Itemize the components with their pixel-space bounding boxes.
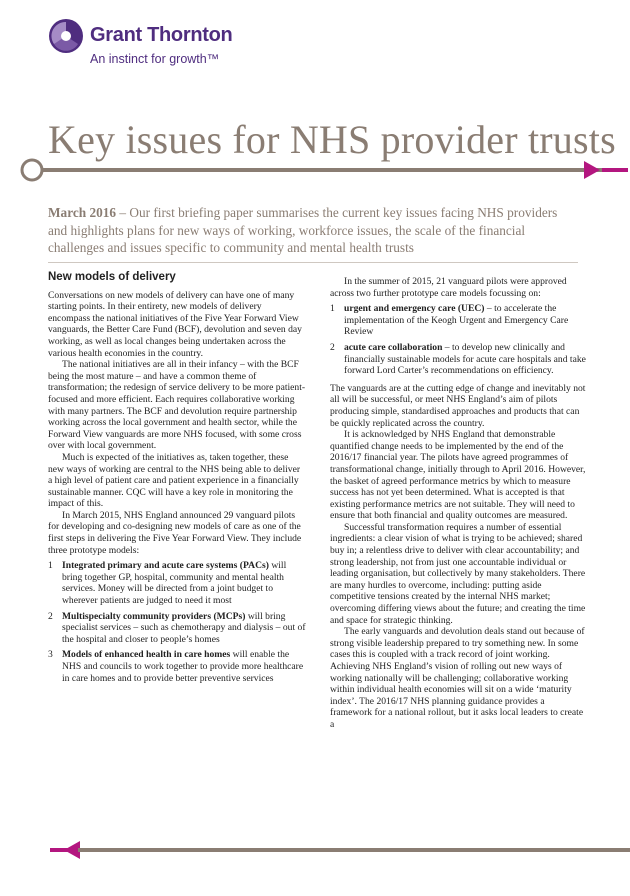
- arrow-right-icon: [584, 161, 600, 179]
- intro-summary: [48, 204, 578, 257]
- list-item: 2 acute care collaboration – to develop new clinically and financially sustainable models for acute care hospitals and take forward Lord Carter’s recommendations on efficiency.: [330, 341, 586, 377]
- list-item: 3 Models of enhanced health in care homes will enable the NHS and councils to work together to provide more healthcare in care homes and to provide better preventive services: [48, 649, 304, 684]
- grant-thornton-logo[interactable]: [48, 18, 278, 78]
- paragraph: Much is expected of the initiatives as, taken together, these new ways of working are central to the NHS being able to deliver a high level of patient care and patient experience in a financially sustainable manner. CQC will have a key role in monitoring the impact of this.: [48, 451, 301, 510]
- paragraph: The national initiatives are all in their infancy – with the BCF being the most mature – and have a common theme of transformation; the redesign of service delivery to be more patient-focused and more efficient. Each requires collaborative working with many partners. The BCF and devolution require partnership working across the local government and health sector, while the Forward View vanguards are more NHS focused, with some cross over with local government.: [48, 359, 306, 452]
- brand-tagline: An instinct for growth™: [90, 52, 220, 66]
- page-title: Key issues for NHS provider trusts: [48, 117, 616, 162]
- header-arrow-rule: [16, 158, 628, 182]
- paragraph: It is acknowledged by NHS England that demonstrable quantified change needs to be implemented by the end of the 2016/17 financial year. The pilots have agreed programmes of transformational change, initially through to April 2016. However, the basket of agreed performance metrics by which to measure success has not yet been determined. What is accepted is that existing performance metrics are not suitable. They will need to ensure that both financial and quality outcomes are measured.: [330, 429, 586, 522]
- paragraph: The early vanguards and devolution deals stand out because of strong visible leadership prepared to try something new. In some cases this is coupled with a track record of joint working. Achieving NHS England’s vision of rolling out new ways of working nationally will be challenging; collaborative working within individual health economies will sit on a wide ‘maturity index’. The 2016/17 NHS planning guidance provides a framework for a national rollout, but it asks local leaders to create a: [330, 626, 585, 730]
- list-item: 1 Integrated primary and acute care systems (PACs) will bring together GP, hospital, community and mental health services. Money will be directed from a joint budget to wherever patients are judged to need it most: [48, 560, 287, 607]
- paragraph: Conversations on new models of delivery can have one of many starting points. In their entirety, new models of delivery encompass the national initiatives of the Five Year Forward View vanguards, the Better Care Fund (BCF), devolution and seven day working, as well as local changes being undertaken across the various health economies in the country.: [48, 289, 302, 359]
- paragraph: The vanguards are at the cutting edge of change and inevitably not all will be successful, or meet NHS England’s aim of pilots producing simple, standardised approaches and products that can be quickly replicated across the country.: [330, 382, 586, 429]
- intro-text: – Our first briefing paper summarises the current key issues facing NHS providers and highlights plans for new ways of working, workforce issues, the scale of the financial challenges and issues specific to community and mental health trusts: [48, 205, 558, 255]
- care-models-list: [330, 303, 588, 377]
- list-item: 1 urgent and emergency care (UEC) – to accelerate the implementation of the Keogh Urgent and Emergency Care Review: [330, 303, 569, 338]
- arrow-left-icon: [64, 841, 80, 859]
- intro-divider: [48, 262, 578, 263]
- intro-date: March 2016: [48, 205, 117, 220]
- paragraph: In March 2015, NHS England announced 29 vanguard pilots for developing and co-designing new models of care as one of the first steps in delivering the Five Year Forward View. They include three prototype models:: [48, 509, 302, 556]
- section-heading: New models of delivery: [48, 271, 176, 283]
- grant-thornton-logo-icon: [48, 18, 84, 54]
- brand-name: Grant Thornton: [90, 24, 233, 46]
- right-column: [330, 276, 588, 731]
- prototype-models-list: [48, 560, 306, 684]
- list-item: 2 Multispecialty community providers (MCPs) will bring specialist services – such as chemotherapy and dialysis – out of the hospital and closer to people’s homes: [48, 610, 306, 645]
- footer-arrow-rule: [50, 838, 630, 862]
- paragraph: Successful transformation requires a number of essential ingredients: a clear vision of what is trying to be achieved; shared buy in; a relentless drive to deliver with clear accountability; and strong leadership, not from just one accountable individual or leading organisation, but collectively by many stakeholders. There are many hurdles to overcome, including: putting aside competitive tensions created by the internal NHS market; overcoming differing views about the future; and creating the time and space for strategic thinking.: [330, 521, 586, 626]
- paragraph: In the summer of 2015, 21 vanguard pilots were approved across two further prototype care models focussing on:: [330, 276, 567, 299]
- left-column: [48, 272, 306, 690]
